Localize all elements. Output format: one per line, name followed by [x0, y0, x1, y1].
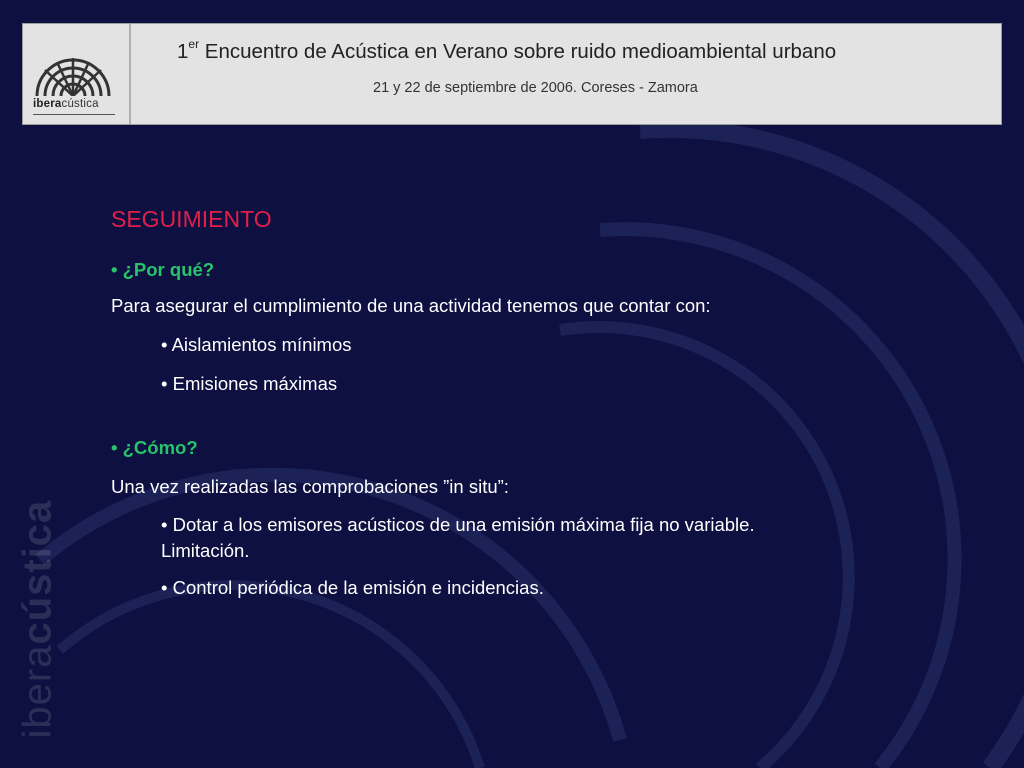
header-banner [22, 23, 1002, 125]
event-title: 1er Encuentro de Acústica en Verano sobre ruido medioambiental urbano [177, 37, 837, 63]
event-subtitle: 21 y 22 de septiembre de 2006. Coreses - Zamora [373, 80, 698, 96]
vertical-watermark: iberacústica [15, 499, 60, 739]
bullet-emisiones: • Emisiones máximas [161, 373, 338, 394]
bullet-control: • Control periódica de la emisión e incidencias. [161, 577, 544, 598]
bullet-dotar-continuation: Limitación. [161, 540, 250, 561]
logo-text: iberacústica [33, 98, 99, 110]
section-intro-como: Una vez realizadas las comprobaciones ”in situ”: [111, 476, 509, 497]
bullet-dotar: • Dotar a los emisores acústicos de una emisión máxima fija no variable. [161, 514, 755, 535]
section-title-por-que: • ¿Por qué? [111, 259, 215, 280]
section-title-como: • ¿Cómo? [111, 437, 198, 458]
section-intro-por-que: Para asegurar el cumplimiento de una actividad tenemos que contar con: [111, 295, 711, 316]
bullet-aislamientos: • Aislamientos mínimos [161, 334, 352, 355]
iberacustica-logo-icon [33, 36, 113, 96]
slide-heading: SEGUIMIENTO [111, 206, 272, 232]
logo [23, 24, 131, 124]
logo-divider [33, 114, 115, 115]
